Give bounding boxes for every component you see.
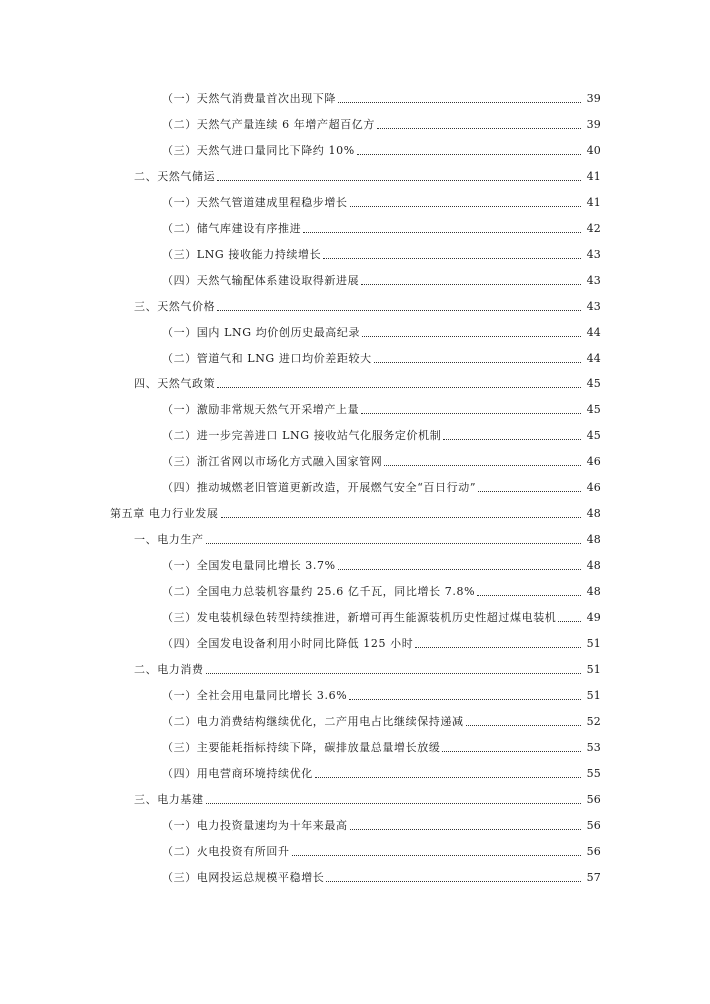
toc-entry[interactable]	[0, 605, 710, 625]
toc-entry-title: 三、电力基建	[134, 792, 204, 806]
toc-page-number: 48	[586, 585, 601, 599]
toc-dot-leader	[206, 543, 581, 544]
toc-page-number: 51	[586, 662, 601, 676]
toc-entry-title: （二）全国电力总装机容量约 25.6 亿千瓦，同比增长 7.8%	[162, 585, 476, 599]
toc-page-number: 56	[586, 792, 601, 806]
toc-dot-leader	[338, 569, 581, 570]
toc-page-number: 48	[586, 507, 601, 521]
toc-page-number: 45	[586, 403, 601, 417]
toc-entry[interactable]	[0, 683, 710, 703]
toc-entry[interactable]	[0, 320, 710, 340]
toc-entry-title: 第五章 电力行业发展	[110, 507, 219, 521]
toc-entry[interactable]	[0, 631, 710, 651]
toc-dot-leader	[323, 258, 581, 259]
toc-entry-title: 二、电力消费	[134, 662, 204, 676]
toc-entry[interactable]	[0, 839, 710, 859]
toc-dot-leader	[206, 803, 581, 804]
toc-dot-leader	[361, 284, 581, 285]
toc-dot-leader	[478, 491, 581, 492]
toc-entry[interactable]	[0, 657, 710, 677]
toc-entry[interactable]	[0, 449, 710, 469]
toc-page-number: 53	[586, 740, 601, 754]
toc-page-number: 46	[586, 481, 601, 495]
toc-entry[interactable]	[0, 294, 710, 314]
toc-page-number: 43	[586, 247, 601, 261]
toc-page-number: 41	[586, 195, 601, 209]
toc-entry-title: （二）进一步完善进口 LNG 接收站气化服务定价机制	[162, 429, 442, 443]
toc-dot-leader	[377, 128, 581, 129]
toc-entry-title: （一）国内 LNG 均价创历史最高纪录	[162, 325, 361, 339]
toc-entry-title: （一）全社会用电量同比增长 3.6%	[162, 688, 348, 702]
toc-entry-title: （三）浙江省网以市场化方式融入国家管网	[162, 455, 383, 469]
toc-dot-leader	[206, 673, 581, 674]
toc-entry[interactable]	[0, 138, 710, 158]
toc-dot-leader	[477, 595, 581, 596]
toc-entry-title: （一）激励非常规天然气开采增产上量	[162, 403, 360, 417]
toc-dot-leader	[217, 180, 581, 181]
toc-dot-leader	[361, 413, 581, 414]
toc-entry[interactable]	[0, 371, 710, 391]
toc-page-number: 52	[586, 714, 601, 728]
toc-page-number: 40	[586, 143, 601, 157]
toc-entry[interactable]	[0, 735, 710, 755]
toc-dot-leader	[303, 232, 581, 233]
toc-entry[interactable]	[0, 216, 710, 236]
toc-dot-leader	[357, 154, 581, 155]
toc-entry-title: （三）主要能耗指标持续下降，碳排放量总量增长放缓	[162, 740, 441, 754]
toc-dot-leader	[384, 465, 581, 466]
toc-page-number: 39	[586, 117, 601, 131]
toc-entry-title: （三）LNG 接收能力持续增长	[162, 247, 322, 261]
toc-dot-leader	[558, 621, 581, 622]
toc-entry-title: （四）全国发电设备利用小时同比降低 125 小时	[162, 636, 414, 650]
toc-entry-title: （四）用电营商环境持续优化	[162, 766, 313, 780]
toc-page-number: 55	[586, 766, 601, 780]
toc-page-number: 44	[586, 351, 601, 365]
toc-page-number: 56	[586, 818, 601, 832]
toc-entry[interactable]	[0, 527, 710, 547]
toc-entry-title: （二）储气库建设有序推进	[162, 221, 302, 235]
toc-dot-leader	[442, 751, 581, 752]
toc-entry[interactable]	[0, 268, 710, 288]
toc-entry[interactable]	[0, 813, 710, 833]
toc-page-number: 39	[586, 92, 601, 105]
toc-dot-leader	[350, 829, 581, 830]
toc-entry-title: 一、电力生产	[134, 533, 204, 547]
toc-entry-title: （一）电力投资量速均为十年来最高	[162, 818, 348, 832]
toc-entry[interactable]	[0, 346, 710, 366]
toc-dot-leader	[362, 336, 581, 337]
toc-entry[interactable]	[0, 579, 710, 599]
toc-dot-leader	[221, 517, 582, 518]
toc-entry-title: （四）推动城燃老旧管道更新改造，开展燃气安全“百日行动”	[162, 481, 477, 495]
toc-page-number: 44	[586, 325, 601, 339]
toc-page-number: 46	[586, 455, 601, 469]
toc-page-number: 48	[586, 559, 601, 573]
toc-entry-title: 三、天然气价格	[134, 299, 216, 313]
toc-entry[interactable]	[0, 865, 710, 885]
toc-dot-leader	[217, 310, 581, 311]
toc-entry[interactable]	[0, 190, 710, 210]
toc-dot-leader	[374, 362, 581, 363]
toc-entry-title: （二）管道气和 LNG 进口均价差距较大	[162, 351, 372, 365]
toc-entry-title: （三）发电装机绿色转型持续推进，新增可再生能源装机历史性超过煤电装机	[162, 611, 557, 624]
toc-entry-title: （一）天然气消费量首次出现下降	[162, 92, 336, 105]
toc-entry[interactable]	[0, 761, 710, 781]
toc-entry-title: （二）火电投资有所回升	[162, 844, 290, 858]
toc-dot-leader	[466, 725, 581, 726]
toc-entry[interactable]	[0, 164, 710, 184]
toc-entry[interactable]	[0, 242, 710, 262]
toc-entry[interactable]	[0, 709, 710, 729]
toc-dot-leader	[326, 881, 581, 882]
toc-page-number: 57	[586, 870, 601, 884]
toc-page-number: 56	[586, 844, 601, 858]
toc-page-number: 43	[586, 299, 601, 313]
toc-entry-title: （二）电力消费结构继续优化，二产用电占比继续保持递减	[162, 714, 464, 728]
toc-page-number: 45	[586, 377, 601, 391]
toc-entry[interactable]	[0, 397, 710, 417]
toc-page-number: 51	[586, 688, 601, 702]
toc-entry-title: （三）电网投运总规模平稳增长	[162, 870, 325, 884]
toc-entry[interactable]	[0, 86, 710, 106]
toc-entry-title: （一）天然气管道建成里程稳步增长	[162, 195, 348, 209]
toc-entry-title: 二、天然气储运	[134, 169, 216, 183]
toc-entry[interactable]	[0, 475, 710, 495]
toc-entry[interactable]	[0, 423, 710, 443]
toc-dot-leader	[415, 647, 581, 648]
toc-page-number: 48	[586, 533, 601, 547]
toc-page-number: 45	[586, 429, 601, 443]
toc-entry-title: （四）天然气输配体系建设取得新进展	[162, 273, 360, 287]
toc-entry-title: （二）天然气产量连续 6 年增产超百亿方	[162, 117, 375, 131]
toc-page-number: 41	[586, 169, 601, 183]
toc-entry[interactable]	[0, 553, 710, 573]
toc-page-number: 43	[586, 273, 601, 287]
toc-entry-title: （一）全国发电量同比增长 3.7%	[162, 559, 336, 573]
toc-dot-leader	[217, 387, 581, 388]
toc-page-number: 49	[586, 611, 601, 624]
toc-entry-title: （三）天然气进口量同比下降约 10%	[162, 143, 355, 157]
toc-entry[interactable]	[0, 112, 710, 132]
toc-entry[interactable]	[0, 787, 710, 807]
toc-entry-title: 四、天然气政策	[134, 377, 216, 391]
toc-dot-leader	[292, 855, 581, 856]
toc-dot-leader	[315, 777, 581, 778]
toc-page-number: 51	[586, 636, 601, 650]
toc-dot-leader	[443, 439, 581, 440]
toc-entry[interactable]	[0, 501, 710, 521]
toc-dot-leader	[338, 102, 581, 103]
toc-dot-leader	[349, 699, 581, 700]
toc-dot-leader	[350, 206, 581, 207]
toc-page-number: 42	[586, 221, 601, 235]
